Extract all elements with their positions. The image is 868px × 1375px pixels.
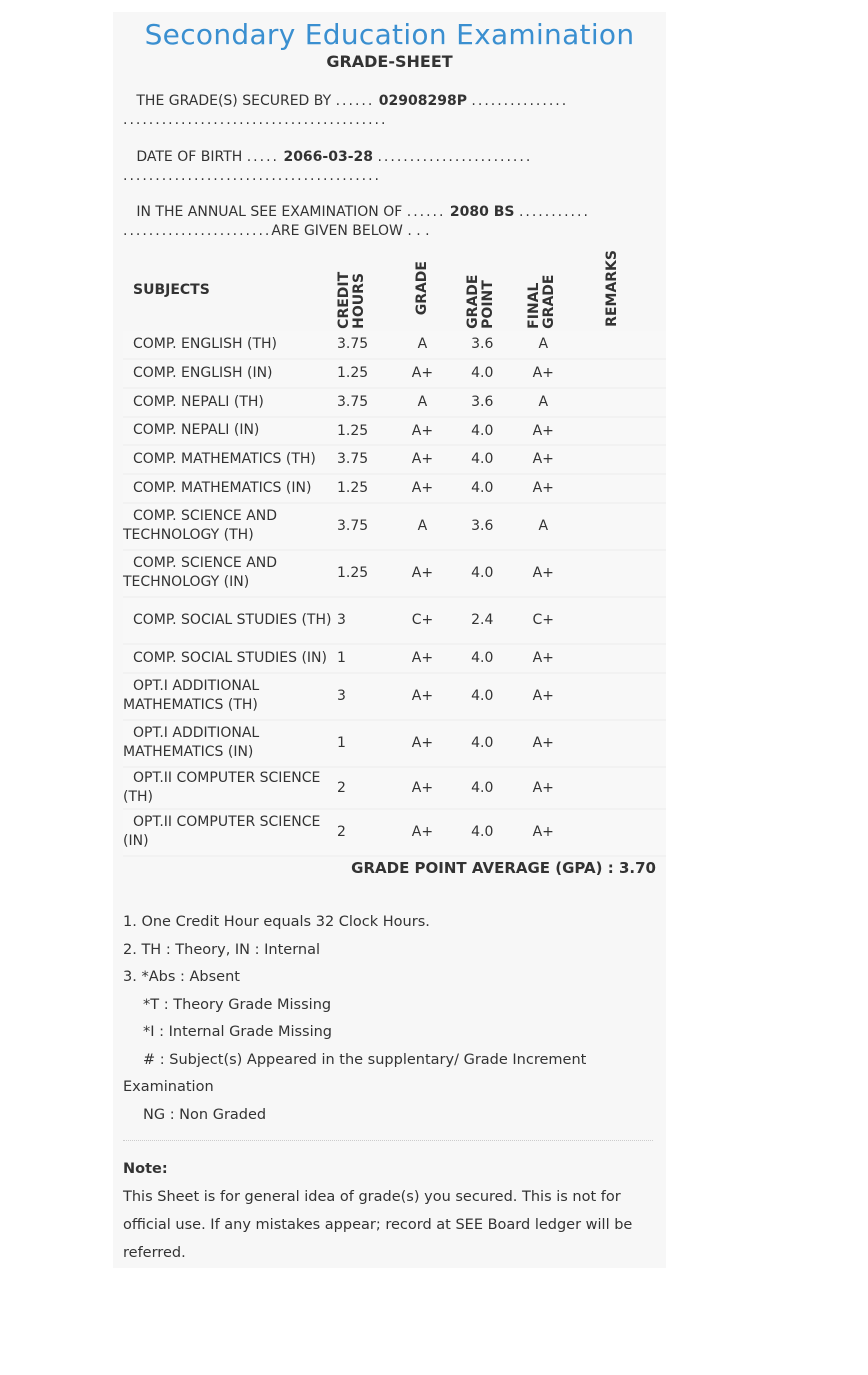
credit-hours-cell: 2 (337, 767, 408, 809)
credit-hours-cell: 3 (337, 673, 408, 720)
table-row (123, 673, 666, 720)
legend-item: 2. TH : Theory, IN : Internal (123, 941, 321, 958)
grade-cell: A+ (408, 550, 438, 597)
credit-hours-cell: 3.75 (337, 331, 408, 359)
grade-cell: A+ (408, 673, 438, 720)
grade-point-cell: 2.4 (437, 597, 527, 644)
exam-year: 2080 BS (449, 204, 515, 220)
remarks-cell (559, 388, 666, 417)
header-grade: GRADE (413, 261, 430, 316)
legend-item: *I : Internal Grade Missing (143, 1024, 333, 1040)
credit-hours-cell: 3.75 (337, 388, 408, 417)
table-row (123, 767, 666, 809)
dob-value: 2066-03-28 (283, 149, 374, 165)
subject-cell: COMP. MATHEMATICS (IN) (123, 474, 337, 503)
remarks-cell (559, 597, 666, 644)
remarks-cell (559, 503, 666, 550)
credit-hours-cell: 3 (337, 597, 408, 644)
legend-item: 3. *Abs : Absent (123, 969, 240, 985)
header-remarks: REMARKS (604, 250, 621, 327)
grade-sheet-panel (113, 12, 666, 1268)
credit-hours-cell: 1 (337, 644, 408, 673)
grade-point-cell: 4.0 (437, 359, 527, 388)
table-row (123, 417, 666, 445)
table-row (123, 550, 666, 597)
subject-cell: OPT.I ADDITIONAL MATHEMATICS (TH) (123, 673, 337, 720)
grade-cell: A+ (408, 417, 438, 445)
credit-hours-cell: 2 (337, 809, 408, 856)
final-grade-cell: A+ (527, 359, 559, 388)
note (123, 1155, 653, 1267)
remarks-cell (559, 767, 666, 809)
final-grade-cell: A+ (527, 445, 559, 474)
table-row (123, 644, 666, 673)
header-final-grade: FINAL GRADE (526, 274, 558, 329)
grade-point-cell: 4.0 (437, 417, 527, 445)
grades-table (123, 250, 666, 857)
subject-cell: COMP. SOCIAL STUDIES (IN) (123, 644, 337, 673)
divider (123, 1140, 653, 1141)
subject-cell: OPT.II COMPUTER SCIENCE (TH) (123, 767, 337, 809)
grade-cell: A+ (408, 720, 438, 767)
table-row (123, 809, 666, 856)
page-subtitle: GRADE-SHEET (326, 52, 453, 71)
note-label: Note: (123, 1161, 168, 1177)
grade-cell: A (408, 331, 438, 359)
header-subjects: SUBJECTS (133, 282, 210, 299)
grade-point-cell: 4.0 (437, 474, 527, 503)
table-row (123, 359, 666, 388)
credit-hours-cell: 3.75 (337, 503, 408, 550)
final-grade-cell: A+ (527, 767, 559, 809)
final-grade-cell: A+ (527, 673, 559, 720)
grade-point-cell: 3.6 (437, 503, 527, 550)
grade-point-cell: 4.0 (437, 767, 527, 809)
final-grade-cell: A+ (527, 474, 559, 503)
credit-hours-cell: 1 (337, 720, 408, 767)
header-credit-hours: CREDIT HOURS (335, 271, 367, 329)
exam-line: IN THE ANNUAL SEE EXAMINATION OF ...... 2080 BS ........... .......................ARE GIVEN BELOW . . . (123, 204, 590, 239)
table-row (123, 474, 666, 503)
credit-hours-cell: 3.75 (337, 445, 408, 474)
legend-item: 1. One Credit Hour equals 32 Clock Hours. (123, 914, 430, 930)
grade-cell: A+ (408, 474, 438, 503)
subject-cell: OPT.I ADDITIONAL MATHEMATICS (IN) (123, 720, 337, 767)
grade-cell: A+ (408, 767, 438, 809)
dob-label: DATE OF BIRTH (136, 149, 243, 165)
remarks-cell (559, 331, 666, 359)
remarks-cell (559, 445, 666, 474)
grade-point-cell: 4.0 (437, 720, 527, 767)
grade-cell: A (408, 388, 438, 417)
note-text: This Sheet is for general idea of grade(s) you secured. This is not for official use. If any mistakes appear; record at SEE Board ledger will be referred. (123, 1189, 633, 1261)
credit-hours-cell: 1.25 (337, 550, 408, 597)
final-grade-cell: A (527, 503, 559, 550)
grade-point-cell: 4.0 (437, 550, 527, 597)
exam-label: IN THE ANNUAL SEE EXAMINATION OF (136, 204, 403, 220)
grade-cell: A+ (408, 644, 438, 673)
subject-cell: COMP. NEPALI (TH) (123, 388, 337, 417)
gpa-label: GRADE POINT AVERAGE (GPA) : (351, 859, 614, 877)
grade-cell: A+ (408, 809, 438, 856)
subject-cell: COMP. ENGLISH (TH) (123, 331, 337, 359)
subject-cell: OPT.II COMPUTER SCIENCE (IN) (123, 809, 337, 856)
final-grade-cell: A (527, 388, 559, 417)
dob-line: DATE OF BIRTH ..... 2066-03-28 ........................ ........................................ (123, 149, 533, 184)
table-row (123, 331, 666, 359)
subject-cell: COMP. NEPALI (IN) (123, 417, 337, 445)
grade-cell: A (408, 503, 438, 550)
remarks-cell (559, 809, 666, 856)
legend-item: # : Subject(s) Appeared in the supplentary/ Grade Increment (143, 1051, 587, 1068)
subject-cell: COMP. MATHEMATICS (TH) (123, 445, 337, 474)
table-row (123, 445, 666, 474)
table-row (123, 503, 666, 550)
grade-point-cell: 4.0 (437, 445, 527, 474)
header-grade-point: GRADE POINT (465, 274, 497, 329)
table-row (123, 597, 666, 644)
final-grade-cell: A+ (527, 720, 559, 767)
grade-point-cell: 4.0 (437, 644, 527, 673)
grade-cell: A+ (408, 445, 438, 474)
gpa (351, 859, 656, 877)
credit-hours-cell: 1.25 (337, 474, 408, 503)
remarks-cell (559, 550, 666, 597)
gpa-value: 3.70 (618, 859, 656, 877)
remarks-cell (559, 359, 666, 388)
subject-cell: COMP. ENGLISH (IN) (123, 359, 337, 388)
subject-cell: COMP. SCIENCE AND TECHNOLOGY (TH) (123, 503, 337, 550)
grade-point-cell: 4.0 (437, 673, 527, 720)
remarks-cell (559, 720, 666, 767)
grade-cell: A+ (408, 359, 438, 388)
legend-item: NG : Non Graded (143, 1106, 267, 1123)
final-grade-cell: A+ (527, 644, 559, 673)
table-row (123, 720, 666, 767)
subject-cell: COMP. SOCIAL STUDIES (TH) (123, 597, 337, 644)
remarks-cell (559, 673, 666, 720)
legend (123, 909, 663, 1129)
grade-point-cell: 3.6 (437, 331, 527, 359)
symbol-number: 02908298P (378, 93, 467, 109)
final-grade-cell: A+ (527, 550, 559, 597)
grade-point-cell: 4.0 (437, 809, 527, 856)
credit-hours-cell: 1.25 (337, 417, 408, 445)
remarks-cell (559, 417, 666, 445)
subject-cell: COMP. SCIENCE AND TECHNOLOGY (IN) (123, 550, 337, 597)
remarks-cell (559, 474, 666, 503)
final-grade-cell: A+ (527, 809, 559, 856)
secured-by-line: THE GRADE(S) SECURED BY ...... 02908298P ............... ......................................... (123, 93, 569, 128)
final-grade-cell: A+ (527, 417, 559, 445)
page-title: Secondary Education Examination (144, 18, 635, 51)
remarks-cell (559, 644, 666, 673)
grade-point-cell: 3.6 (437, 388, 527, 417)
given-below: ARE GIVEN BELOW . . . (271, 223, 430, 239)
final-grade-cell: C+ (527, 597, 559, 644)
legend-item: Examination (123, 1079, 214, 1095)
table-row (123, 388, 666, 417)
legend-item: *T : Theory Grade Missing (143, 996, 332, 1013)
credit-hours-cell: 1.25 (337, 359, 408, 388)
secured-by-label: THE GRADE(S) SECURED BY (136, 93, 332, 109)
final-grade-cell: A (527, 331, 559, 359)
grade-cell: C+ (408, 597, 438, 644)
